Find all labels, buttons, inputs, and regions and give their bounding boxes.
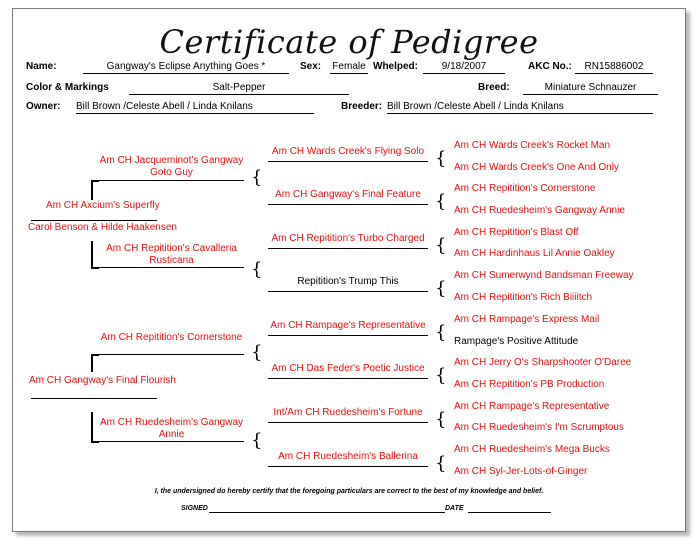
gen4-name-8: Am CH Repitition's Rich Biiiitch: [454, 292, 593, 303]
breed-label: Breed:: [478, 82, 510, 93]
gen4-name-7: Am CH Sumerwynd Bandsman Freeway: [454, 270, 634, 281]
gen3-name-5: Am CH Rampage's Representative: [270, 320, 426, 331]
gen4-name-13: Am CH Rampage's Representative: [454, 401, 610, 412]
breeder-value: Bill Brown /Celeste Abell / Linda Knilans: [387, 100, 653, 114]
gen4-name-5: Am CH Repitition's Blast Off: [454, 227, 579, 238]
certificate: Certificate of Pedigree Name: Gangway's Eclipse Anything Goes * Sex: Female Whelped: 9/18/2007 AKC No.: RN15886002 Color & Markings Salt-Pepper Breed: Miniature Schnauzer Owner: Bill Brown /Celeste Abell / Linda Knilans Breeder: Bill Brown /Celeste Abell / Linda Knilans Am CH Axcium's Superfly Carol Benson & Hilde Haakensen Am CH Jacqueminot's Gangway Goto Guy Am CH Repitition's Cavalleria Rusticana { { Am CH Wards Creek's Flying Solo Am CH Gangway's Final Feature Am CH Repitition's Turbo Charged Repitition's Trump This { { { { Am CH Wards Creek's Rocket Man Am CH Wards Creek's One And Only Am CH Repitition's Cornerstone Am CH Ruedesheim's Gangway Annie Am CH Repitition's Blast Off Am CH Hardinhaus Lil Annie Oakley Am CH Sumerwynd Bandsman Freeway Am CH Repitition's Rich Biiiitch Am CH Gangway's Final Flourish Am CH Repitition's Cornerstone Am CH Ruedesheim's Gangway Annie { { Am CH Rampage's Representative Am CH Das Feder's Poetic Justice Int/Am CH Ruedesheim's Fortune Am CH Ruedesheim's Ballerina { { { { Am CH Rampage's Express Mail Rampage's Positive Attitude Am CH Jerry O's Sharpshooter O'Daree Am CH Repitition's PB Production Am CH Rampage's Representative Am CH Ruedesheim's I'm Scrumptous Am CH Ruedesheim's Mega Bucks Am CH Syl-Jer-Lots-of-Ginger I, the undersigned do hereby certify that the foregoing particulars are correct to the best of my knowledge and belief. SIGNED DATE: [12, 8, 686, 532]
gen4-name-1: Am CH Wards Creek's Rocket Man: [454, 140, 611, 151]
akc-value: RN15886002: [575, 60, 653, 74]
akc-label: AKC No.:: [528, 61, 572, 72]
gen3-name-1: Am CH Wards Creek's Flying Solo: [271, 146, 425, 157]
whelped-value: 9/18/2007: [423, 60, 505, 74]
breed-value: Miniature Schnauzer: [523, 81, 658, 95]
gen4-name-15: Am CH Ruedesheim's Mega Bucks: [454, 444, 610, 455]
gen2-name-3: Am CH Repitition's Cornerstone: [100, 332, 243, 343]
dam-name: Am CH Gangway's Final Flourish: [29, 375, 176, 386]
whelped-label: Whelped:: [373, 61, 418, 72]
breeder-label: Breeder:: [341, 101, 383, 112]
name-label: Name:: [26, 61, 57, 72]
sire-owner: Carol Benson & Hilde Haakensen: [28, 222, 177, 233]
gen4-name-11: Am CH Jerry O's Sharpshooter O'Daree: [454, 357, 632, 368]
gen3-name-3: Am CH Repitition's Turbo Charged: [271, 233, 425, 244]
sex-value: Female: [330, 60, 368, 74]
sire-name: Am CH Axcium's Superfly: [46, 200, 160, 211]
gen4-name-6: Am CH Hardinhaus Lil Annie Oakley: [454, 248, 615, 259]
gen2-name-2: Am CH Repitition's Cavalleria Rusticana: [106, 243, 237, 266]
gen3-name-7: Int/Am CH Ruedesheim's Fortune: [273, 407, 423, 418]
gen3-name-8: Am CH Ruedesheim's Ballerina: [278, 451, 418, 462]
gen2-name-4: Am CH Ruedesheim's Gangway Annie: [99, 417, 244, 440]
signed-label: SIGNED: [181, 505, 208, 512]
gen3-name-4: Repitition's Trump This: [297, 276, 399, 287]
gen2-name-1: Am CH Jacqueminot's Gangway Goto Guy: [99, 155, 244, 178]
gen4-name-4: Am CH Ruedesheim's Gangway Annie: [454, 205, 625, 216]
owner-label: Owner:: [26, 101, 61, 112]
color-label: Color & Markings: [26, 82, 109, 93]
gen4-name-12: Am CH Repitition's PB Production: [454, 379, 605, 390]
owner-value: Bill Brown /Celeste Abell / Linda Knilans: [76, 100, 314, 114]
gen4-name-14: Am CH Ruedesheim's I'm Scrumptous: [454, 422, 624, 433]
gen4-name-2: Am CH Wards Creek's One And Only: [454, 162, 619, 173]
gen4-name-10: Rampage's Positive Attitude: [454, 336, 579, 347]
sex-label: Sex:: [300, 61, 322, 72]
certificate-title: Certificate of Pedigree: [159, 23, 539, 61]
name-value: Gangway's Eclipse Anything Goes *: [83, 60, 289, 74]
gen3-name-6: Am CH Das Feder's Poetic Justice: [271, 363, 425, 374]
gen3-name-2: Am CH Gangway's Final Feature: [275, 189, 421, 200]
certification-text: I, the undersigned do hereby certify that the foregoing particulars are correct to the best of my knowledge and belief.: [154, 488, 544, 495]
date-label: DATE: [445, 505, 464, 512]
gen4-name-3: Am CH Repitition's Cornerstone: [454, 183, 596, 194]
gen4-name-16: Am CH Syl-Jer-Lots-of-Ginger: [454, 466, 588, 477]
gen4-name-9: Am CH Rampage's Express Mail: [454, 314, 600, 325]
color-value: Salt-Pepper: [129, 81, 349, 95]
